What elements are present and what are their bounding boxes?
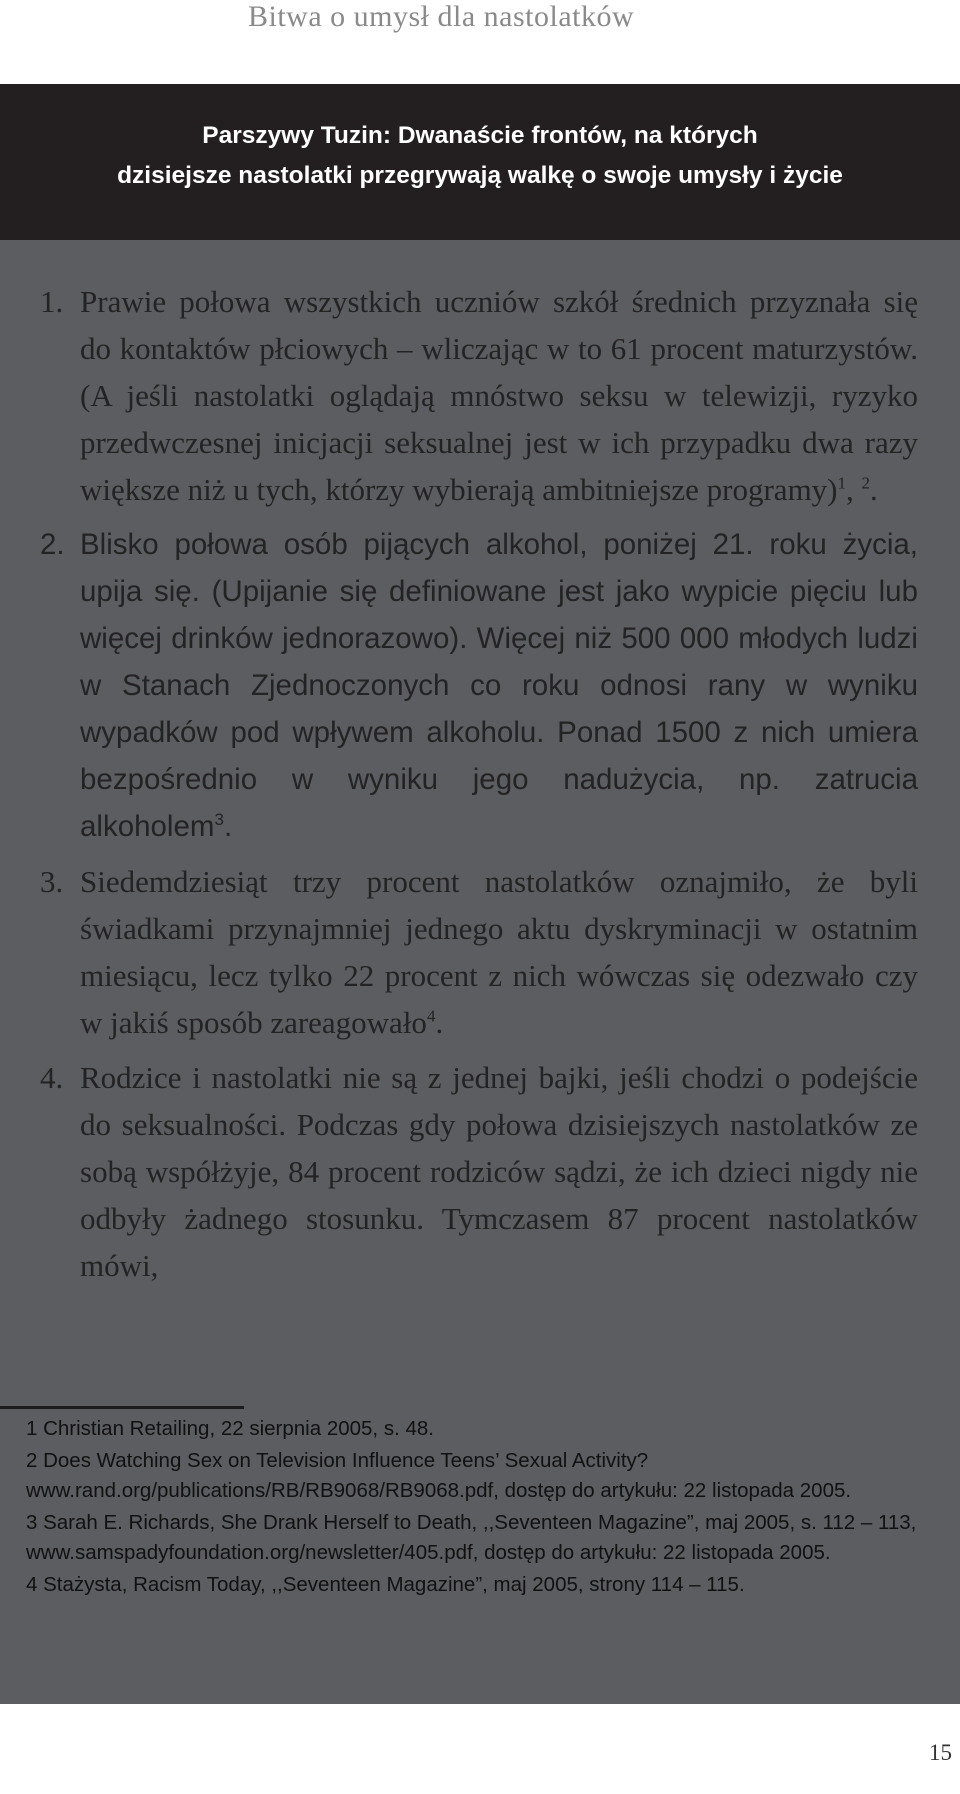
item-number: 3.: [40, 864, 64, 899]
footnote: 1 Christian Retailing, 22 sierpnia 2005, s. 48.: [26, 1417, 434, 1440]
banner-title-line-1: Parszywy Tuzin: Dwanaście frontów, na których: [202, 122, 758, 149]
numbered-list: [40, 278, 918, 1289]
footnote-ref: 2: [861, 473, 871, 493]
footnote-divider: [0, 1406, 244, 1409]
banner-title-line-2: dzisiejsze nastolatki przegrywają walkę o swoje umysły i życie: [117, 162, 843, 189]
list-item: [40, 521, 918, 850]
section-banner: [0, 84, 960, 240]
item-text: Siedemdziesiąt trzy procent nastolatków oznajmiło, że byli świadkami przynajmniej jednego aktu dyskryminacji w ostatnim miesiącu, lecz tylko 22 procent z nich wówczas się odezwało czy w jakiś sposób zareagowało$^4$.: [80, 864, 918, 1040]
page-number: 15: [929, 1740, 952, 1765]
footnotes: [26, 1414, 932, 1600]
footnote: 4 Stażysta, Racism Today, ,,Seventeen Magazine”, maj 2005, strony 114 – 115.: [26, 1573, 745, 1596]
item-text: Rodzice i nastolatki nie są z jednej bajki, jeśli chodzi o podejście do seksualności. Podczas gdy połowa dzisiejszych nastolatków ze sobą współżyje, 84 procent rodziców sądzi, że ich dzieci nigdy nie odbyły żadnego stosunku. Tymczasem 87 procent nastolatków mówi,: [80, 1060, 918, 1283]
list-item: [40, 858, 918, 1046]
list-item: [40, 278, 918, 513]
running-head: Bitwa o umysł dla nastolatków: [248, 0, 635, 33]
footnote-ref: 4: [426, 1006, 436, 1026]
item-number: 4.: [40, 1060, 64, 1095]
item-number: 1.: [40, 284, 64, 319]
footnote-ref: 1: [837, 473, 847, 493]
list-item: [40, 1054, 918, 1289]
item-text: Blisko połowa osób pijących alkohol, poniżej 21. roku życia, upija się. (Upijanie się definiowane jest jako wypicie pięciu lub więcej drinków jednorazowo). Więcej niż 500 000 młodych ludzi w Stanach Zjednoczonych co roku odnosi rany w wyniku wypadków pod wpływem alkoholu. Ponad 1500 z nich umiera bezpośrednio w wyniku jego nadużycia, np. zatrucia alkoholem$^3$.: [80, 528, 918, 843]
item-text: Prawie połowa wszystkich uczniów szkół średnich przyznała się do kontaktów płciowych – wliczając w to 61 procent maturzystów. (A jeśli nastolatki oglądają mnóstwo seksu w telewizji, ryzyko przedwczesnej inicjacji seksualnej jest w ich przypadku dwa razy większe niż u tych, którzy wybierają ambitniejsze programy)$^1$, $^2$.: [80, 284, 918, 507]
content-panel: [0, 84, 960, 1704]
footnote-ref: 3: [214, 810, 224, 830]
footnote: 3 Sarah E. Richards, She Drank Herself to Death, ,,Seventeen Magazine”, maj 2005, s. 112 – 113, www.samspadyfoundation.org/newsletter/405.pdf, dostęp do artykułu: 22 listopada 2005.: [26, 1511, 917, 1564]
footnote: 2 Does Watching Sex on Television Influence Teens’ Sexual Activity? www.rand.org/publications/RB/RB9068/RB9068.pdf, dostęp do artykułu: 22 listopada 2005.: [26, 1449, 852, 1502]
item-number: 2.: [40, 528, 65, 561]
